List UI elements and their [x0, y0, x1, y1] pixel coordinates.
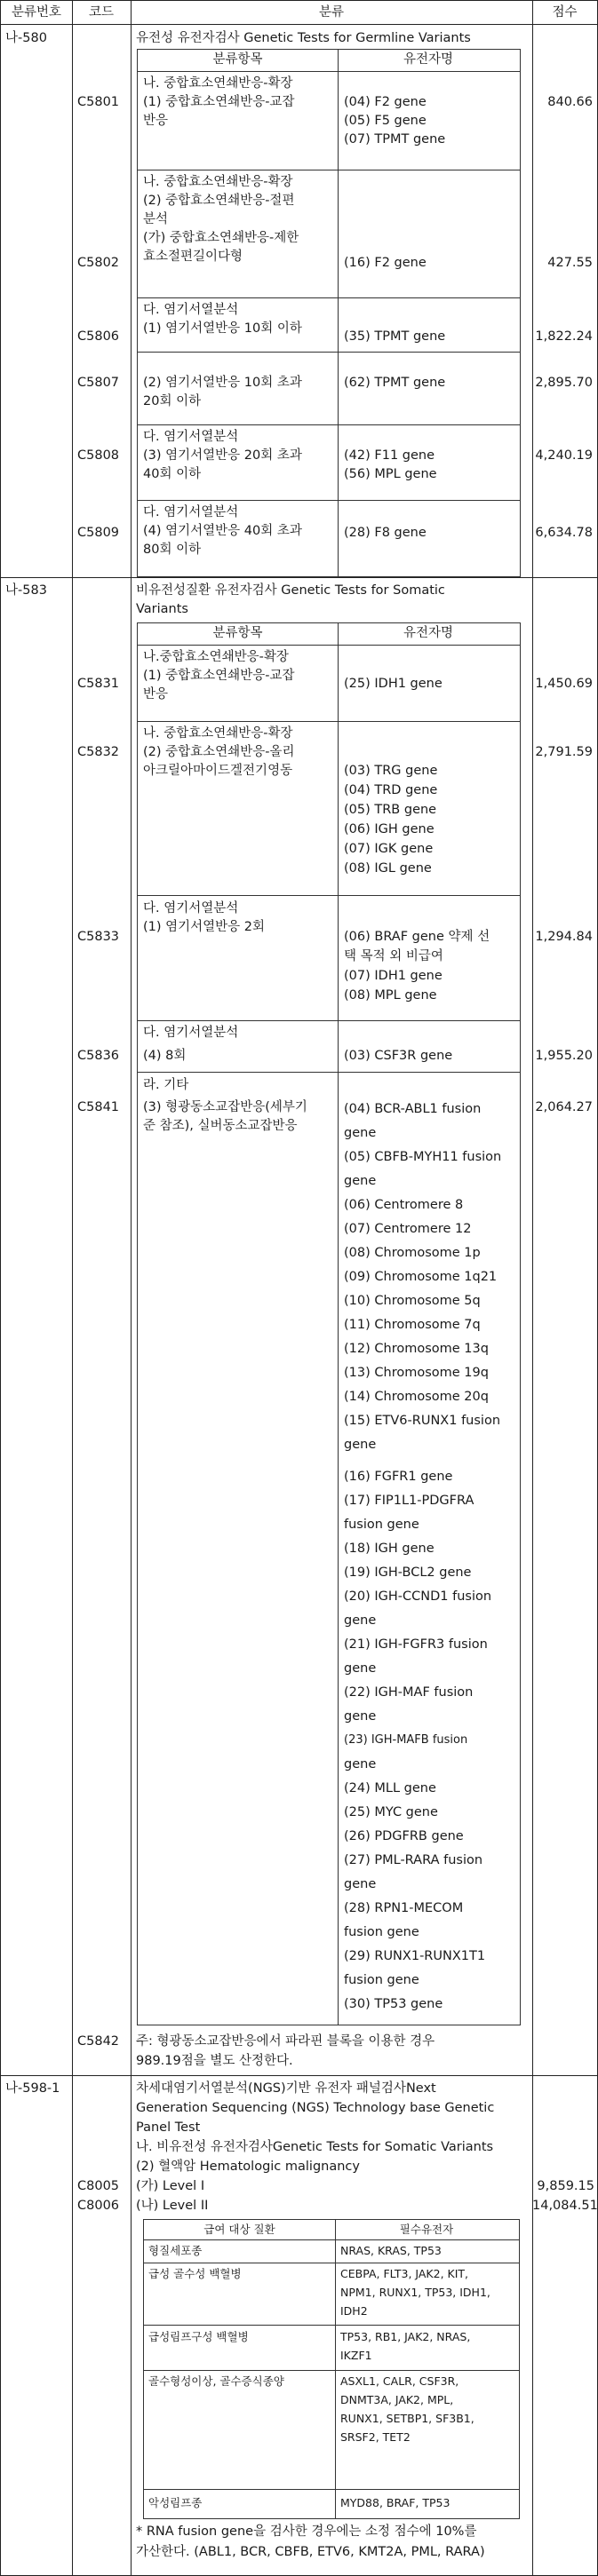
- essential-genes: ASXL1, CALR, CSF3R,: [340, 2374, 459, 2388]
- gene-text: (14) Chromosome 20q: [344, 1390, 489, 1404]
- gene-text: gene: [344, 1613, 377, 1628]
- score-C5808: 4,240.19: [535, 448, 593, 463]
- gene-text: (17) FIP1L1-PDGFRA: [344, 1494, 474, 1508]
- section-title-583-cont: Variants: [136, 602, 188, 616]
- score-C5801: 840.66: [547, 95, 593, 109]
- code-C5842: C5842: [77, 2034, 120, 2049]
- item-text: (가) 중합효소연쇄반응-제한: [143, 231, 299, 245]
- item-text: 80회 이하: [143, 543, 202, 557]
- code-C5832: C5832: [77, 745, 120, 759]
- gene-text: gene: [344, 1174, 377, 1188]
- item-text: 나. 중합효소연쇄반응-확장: [143, 175, 293, 189]
- gene-text: (16) F2 gene: [344, 256, 427, 270]
- code-C8006: C8006: [77, 2199, 120, 2213]
- section-number-580: 나-580: [5, 31, 47, 45]
- gene-text: (18) IGH gene: [344, 1542, 435, 1556]
- ngs-title: 차세대염기서열분석(NGS)기반 유전자 패널검사Next: [136, 2081, 436, 2096]
- code-C5808: C5808: [77, 448, 120, 463]
- essential-genes: IDH2: [340, 2304, 368, 2318]
- essential-genes: SRSF2, TET2: [340, 2430, 411, 2444]
- code-C5806: C5806: [77, 329, 120, 344]
- gene-text: (16) FGFR1 gene: [344, 1470, 453, 1484]
- item-text: (1) 염기서열반응 10회 이하: [143, 321, 302, 336]
- gene-text: gene: [344, 1757, 377, 1771]
- gene-text: (62) TPMT gene: [344, 376, 446, 390]
- gene-text: (28) F8 gene: [344, 526, 427, 540]
- gene-text: (26) PDGFRB gene: [344, 1829, 464, 1843]
- score-C5807: 2,895.70: [535, 376, 593, 390]
- section-number-583: 나-583: [5, 583, 47, 598]
- essential-genes: RUNX1, SETBP1, SF3B1,: [340, 2412, 474, 2425]
- gene-text: gene: [344, 1877, 377, 1891]
- essential-genes: TP53, RB1, JAK2, NRAS,: [340, 2330, 471, 2343]
- item-text: 다. 염기서열분석: [143, 430, 239, 444]
- code-C5801: C5801: [77, 95, 120, 109]
- disease-name: 형질세포종: [148, 2244, 203, 2257]
- code-C5831: C5831: [77, 677, 120, 691]
- score-C5841: 2,064.27: [535, 1100, 593, 1114]
- col-divider: [131, 1, 132, 2575]
- code-C5802: C5802: [77, 256, 120, 270]
- score-C5802: 427.55: [547, 256, 593, 270]
- disease-name: 급성 골수성 백혈병: [148, 2267, 242, 2280]
- subtable-header-genes: 유전자명: [403, 52, 454, 67]
- gene-text: (25) IDH1 gene: [344, 677, 443, 691]
- gene-text: gene: [344, 1438, 377, 1452]
- gene-text: (22) IGH-MAF fusion: [344, 1685, 474, 1700]
- score-C5832: 2,791.59: [535, 745, 593, 759]
- gene-text: (06) Centromere 8: [344, 1198, 464, 1212]
- gene-text: (05) CBFB-MYH11 fusion: [344, 1150, 502, 1164]
- gene-text: (07) Centromere 12: [344, 1222, 472, 1236]
- level-2: (나) Level II: [136, 2199, 209, 2213]
- gene-text: (29) RUNX1-RUNX1T1: [344, 1949, 486, 1963]
- subtable-header-disease: 급여 대상 질환: [203, 2223, 275, 2236]
- item-text: (3) 염기서열반응 20회 초과: [143, 448, 302, 463]
- item-text: 40회 이하: [143, 467, 202, 481]
- gene-text: (05) F5 gene: [344, 114, 427, 128]
- subtable-header-essential-genes: 필수유전자: [399, 2223, 454, 2236]
- section-title-580: 유전성 유전자검사 Genetic Tests for Germline Variants: [136, 31, 471, 45]
- code-C5836: C5836: [77, 1049, 120, 1063]
- header-category-number: 분류번호: [11, 5, 62, 20]
- gene-text: (10) Chromosome 5q: [344, 1294, 481, 1308]
- gene-text: (12) Chromosome 13q: [344, 1342, 489, 1356]
- code-C5833: C5833: [77, 930, 120, 944]
- essential-genes: CEBPA, FLT3, JAK2, KIT,: [340, 2267, 469, 2280]
- essential-genes: NPM1, RUNX1, TP53, IDH1,: [340, 2286, 490, 2299]
- gene-text: (35) TPMT gene: [344, 329, 446, 344]
- note-583-cont: 989.19점을 별도 산정한다.: [136, 2054, 293, 2068]
- ngs-title-cont: Generation Sequencing (NGS) Technology base Genetic: [136, 2101, 495, 2115]
- gene-text: (09) Chromosome 1q21: [344, 1270, 498, 1284]
- footnote: * RNA fusion gene을 검사한 경우에는 소정 점수에 10%를: [136, 2524, 477, 2539]
- gene-text: (08) IGL gene: [344, 861, 432, 876]
- gene-text: (06) BRAF gene 약제 선: [344, 930, 490, 944]
- score-C5833: 1,294.84: [535, 930, 593, 944]
- gene-text: (28) RPN1-MECOM: [344, 1901, 464, 1915]
- item-text: (2) 염기서열반응 10회 초과: [143, 376, 302, 390]
- ngs-subtitle-2: (2) 혈액암 Hematologic malignancy: [136, 2160, 360, 2174]
- gene-text: (04) TRD gene: [344, 783, 438, 797]
- item-text: (4) 8회: [143, 1049, 187, 1063]
- score-C8005: 9,859.15: [537, 2179, 594, 2193]
- gene-text: (03) CSF3R gene: [344, 1049, 453, 1063]
- item-text: (2) 중합효소연쇄반응-절편: [143, 194, 295, 208]
- gene-text: (20) IGH-CCND1 fusion: [344, 1589, 492, 1604]
- item-text: 20회 이하: [143, 394, 202, 408]
- score-C5831: 1,450.69: [535, 677, 593, 691]
- subtable-header-items: 분류항목: [212, 52, 263, 67]
- essential-genes: IKZF1: [340, 2349, 372, 2362]
- item-text: (2) 중합효소연쇄반응-올리: [143, 745, 295, 759]
- gene-text: fusion gene: [344, 1973, 419, 1987]
- header-divider: [1, 24, 597, 25]
- item-text: 다. 염기서열분석: [143, 901, 239, 915]
- section-divider: [1, 577, 597, 578]
- header-code: 코드: [88, 5, 114, 20]
- code-C5809: C5809: [77, 526, 120, 540]
- code-C8005: C8005: [77, 2179, 120, 2193]
- score-C5836: 1,955.20: [535, 1049, 593, 1063]
- item-text: 나. 중합효소연쇄반응-확장: [143, 726, 293, 741]
- gene-text: (03) TRG gene: [344, 764, 438, 778]
- item-text: (1) 염기서열반응 2회: [143, 920, 266, 934]
- item-text: 준 참조), 실버동소교잡반응: [143, 1119, 298, 1133]
- gene-text: (15) ETV6-RUNX1 fusion: [344, 1414, 501, 1428]
- essential-genes: MYD88, BRAF, TP53: [340, 2496, 450, 2509]
- ngs-subtitle: 나. 비유전성 유전자검사Genetic Tests for Somatic Variants: [136, 2140, 494, 2154]
- col-divider: [72, 1, 73, 2575]
- item-text: 나. 중합효소연쇄반응-확장: [143, 76, 293, 91]
- gene-text: gene: [344, 1126, 377, 1140]
- item-text: 아크릴아마이드겔전기영동: [143, 764, 293, 778]
- gene-text: (08) Chromosome 1p: [344, 1246, 481, 1260]
- gene-text: (24) MLL gene: [344, 1781, 436, 1795]
- gene-text: (42) F11 gene: [344, 448, 435, 463]
- gene-text: (06) IGH gene: [344, 822, 435, 836]
- gene-text: (07) IDH1 gene: [344, 969, 443, 983]
- header-classification: 분류: [318, 5, 344, 20]
- level-1: (가) Level I: [136, 2179, 205, 2193]
- gene-text: 택 목적 외 비급여: [344, 949, 443, 963]
- section-title-583: 비유전성질환 유전자검사 Genetic Tests for Somatic: [136, 583, 445, 598]
- footnote-cont: 가산한다. (ABL1, BCR, CBFB, ETV6, KMT2A, PML, RARA): [136, 2545, 485, 2559]
- section-number-598-1: 나-598-1: [5, 2081, 60, 2096]
- gene-text: (04) BCR-ABL1 fusion: [344, 1102, 482, 1116]
- item-text: 반응: [143, 687, 169, 701]
- disease-name: 급성림프구성 백혈병: [148, 2330, 249, 2343]
- gene-text: (30) TP53 gene: [344, 1997, 443, 2011]
- item-text: (1) 중합효소연쇄반응-교잡: [143, 669, 295, 683]
- score-C5806: 1,822.24: [535, 329, 593, 344]
- essential-genes: NRAS, KRAS, TP53: [340, 2244, 442, 2257]
- gene-text: (21) IGH-FGFR3 fusion: [344, 1637, 488, 1652]
- item-text: 다. 염기서열분석: [143, 505, 239, 519]
- gene-text: (19) IGH-BCL2 gene: [344, 1565, 472, 1580]
- item-text: 효소절편길이다형: [143, 250, 243, 264]
- gene-text: (04) F2 gene: [344, 95, 427, 109]
- gene-text: (05) TRB gene: [344, 803, 437, 817]
- section-divider: [1, 2075, 597, 2076]
- code-C5841: C5841: [77, 1100, 120, 1114]
- gene-text: gene: [344, 1709, 377, 1724]
- gene-text: gene: [344, 1661, 377, 1676]
- item-text: (1) 중합효소연쇄반응-교잡: [143, 95, 295, 109]
- score-C8006: 14,084.51: [532, 2199, 598, 2213]
- disease-name: 악성림프종: [148, 2496, 203, 2509]
- item-text: 반응: [143, 114, 169, 128]
- item-text: (3) 형광동소교잡반응(세부기: [143, 1100, 307, 1114]
- item-text: 다. 염기서열분석: [143, 303, 239, 317]
- gene-text: (23) IGH-MAFB fusion: [344, 1733, 468, 1747]
- essential-genes: DNMT3A, JAK2, MPL,: [340, 2393, 454, 2406]
- item-text: 분석: [143, 212, 169, 226]
- subtable-598: [143, 2219, 520, 2519]
- item-text: 나.중합효소연쇄반응-확장: [143, 650, 289, 664]
- score-C5809: 6,634.78: [535, 526, 593, 540]
- item-text: (4) 염기서열반응 40회 초과: [143, 524, 302, 538]
- code-C5807: C5807: [77, 376, 120, 390]
- item-text: 라. 기타: [143, 1078, 189, 1092]
- subtable-header-items: 분류항목: [212, 626, 263, 640]
- gene-text: (08) MPL gene: [344, 988, 437, 1003]
- gene-text: fusion gene: [344, 1925, 419, 1939]
- subtable-header-genes: 유전자명: [403, 626, 454, 640]
- item-text: 다. 염기서열분석: [143, 1026, 239, 1040]
- disease-name: 골수형성이상, 골수증식종양: [148, 2374, 284, 2388]
- gene-text: (27) PML-RARA fusion: [344, 1853, 483, 1867]
- header-score: 점수: [552, 5, 578, 20]
- note-583: 주: 형광동소교잡반응에서 파라핀 블록을 이용한 경우: [136, 2034, 435, 2049]
- gene-text: (07) TPMT gene: [344, 132, 446, 147]
- gene-text: (11) Chromosome 7q: [344, 1318, 481, 1332]
- gene-text: (25) MYC gene: [344, 1805, 438, 1819]
- gene-text: fusion gene: [344, 1518, 419, 1532]
- gene-text: (07) IGK gene: [344, 842, 434, 856]
- gene-text: (56) MPL gene: [344, 467, 437, 481]
- ngs-title-cont: Panel Test: [136, 2120, 201, 2135]
- gene-text: (13) Chromosome 19q: [344, 1366, 489, 1380]
